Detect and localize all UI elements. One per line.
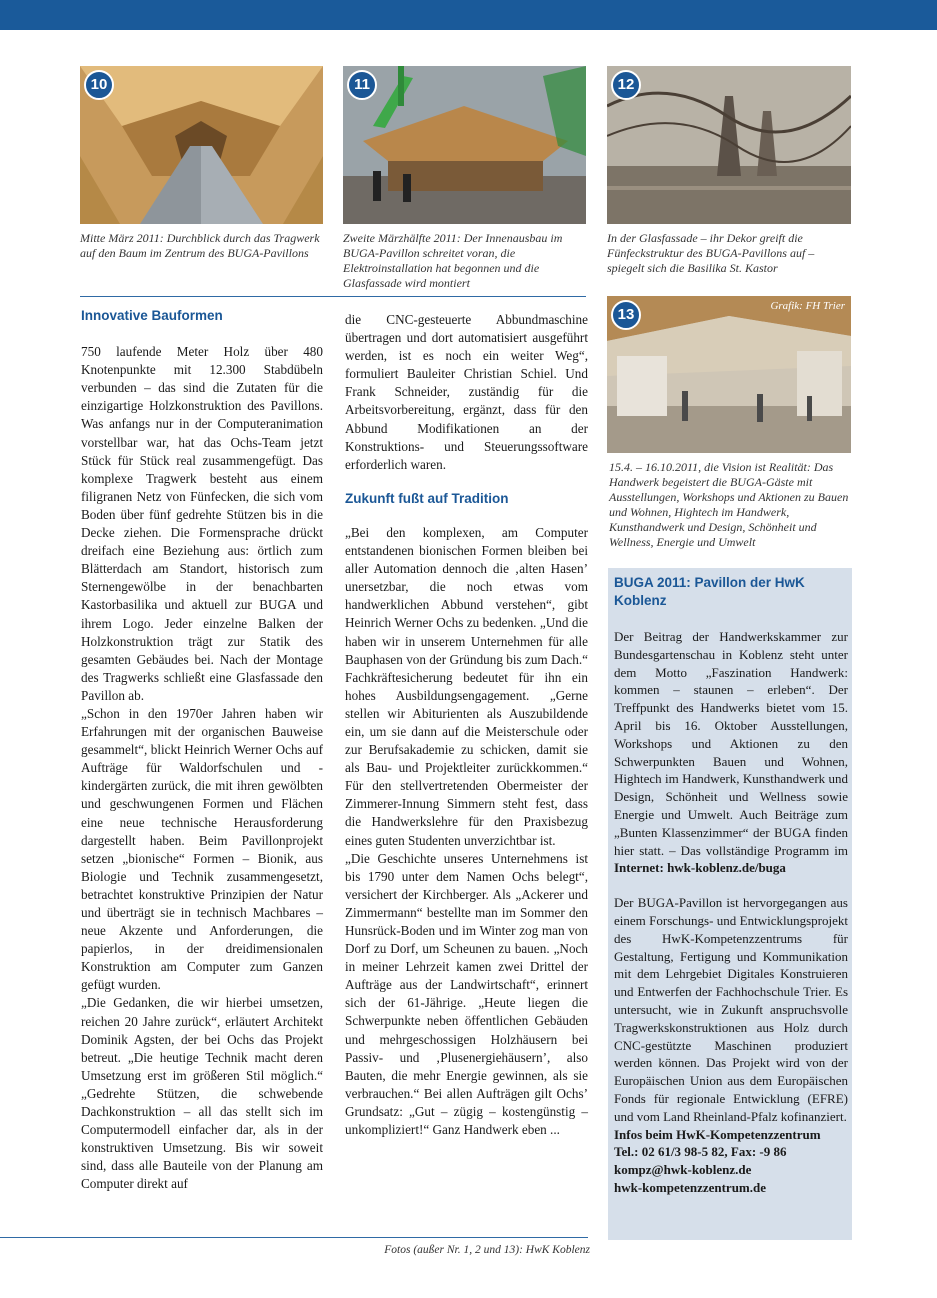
contact-email[interactable]: kompz@hwk-koblenz.de <box>614 1162 752 1178</box>
photo-12 <box>607 66 851 224</box>
footer-divider <box>0 1237 588 1238</box>
photo-11-caption: Zweite Märzhälfte 2011: Der Innenausbau im BUGA-Pavillon schreitet voran, die Elektroinstallation hat begonnen und die Glasfassade wird montiert <box>343 231 563 290</box>
contact-heading: Infos beim HwK-Kompetenzzentrum <box>614 1126 821 1142</box>
paragraph: „Schon in den 1970er Jahren haben wir Erfahrungen mit der organischen Bauweise gesammelt“, blickt Heinrich Werner Ochs auf Aufträge für Waldorfschulen und -kindergärten zurück, die mit ihren gewölbten und geschwungenen Formen und Flächen eine neue technische Herausforderung dargestellt haben. Beim Pavillonprojekt setzen „bionische“ Formen – Bionik, aus Biologie und Technik zusammengesetzt, betrachtet konstruktive Prinzipien der Natur und überträgt sie in technisch Machbares – neue Akzente und Anforderungen, die papierlos, in der dreidimensionalen Konstruktion am Computer zum Ganzen gefügt wurden. <box>81 705 323 993</box>
info-box-text <box>614 628 848 1197</box>
article-column-1 <box>81 307 323 1194</box>
top-color-bar <box>0 0 937 30</box>
photo-number-badge: 11 <box>347 70 377 100</box>
paragraph: „Bei den komplexen, am Computer entstandenen bionischen Formen bleiben bei aller Automation dennoch die ‚alten Hasen’ unersetzbar, die noch etwas vom handwerklichen Abbund verstehen“, gibt Heinrich Werner Ochs zu bedenken. „Und die haben wir in unserem Unternehmen für alle Bauphasen von der Gründung bis zum Dach.“ Fachkräftesicherung bedeutet für ihn ein hohes Ausbildungsengagement. „Gerne stellen wir Abiturienten als Auszubildende ein, um sie dann auf die Meisterschule oder zur Berufsakademie zu schicken, damit sie als Bau- und Projektleiter zurückkommen.“ Für den stellvertretenden Obermeister der Zimmerer-Innung Simmern steht fest, dass die Handwerkslehre für den Praxisbezug eines guten Studenten unverzichtbar ist. <box>345 524 588 848</box>
photo-12-caption: In der Glasfassade – ihr Dekor greift die Fünfeckstruktur des BUGA-Pavillons auf – spiegelt sich die Basilika St. Kastor <box>607 231 815 275</box>
photo-13-caption: 15.4. – 16.10.2011, die Vision ist Realität: Das Handwerk begeistert die BUGA-Gäste mit Ausstellungen, Workshops und Aktionen zu Bauen und Wohnen, Hightech im Handwerk, Kunsthandwerk und Design, Schönheit und Wellness, Energie und Umwelt <box>609 460 849 549</box>
contact-phone: Tel.: 02 61/3 98-5 82, Fax: -9 86 <box>614 1144 787 1160</box>
contact-website[interactable]: hwk-kompetenzzentrum.de <box>614 1179 767 1195</box>
paragraph: Der Beitrag der Handwerkskammer zur Bundesgartenschau in Koblenz steht unter dem Motto „Faszination Handwerk: kommen – staunen – erleben“. Der Treffpunkt des Handwerks bietet vom 15. April bis 16. Oktober Ausstellungen, Workshops und Aktionen zu den Schwerpunkten Bauen und Wohnen, Hightech im Handwerk, Kunsthandwerk und Design, Schönheit und Wellness sowie Energie und Umwelt. Auch Beiträge zum „Bunten Klassenzimmer“ der BUGA finden hier statt. – Das vollständige Programm im <box>614 629 848 858</box>
photo-10 <box>80 66 323 224</box>
section-divider <box>80 296 586 297</box>
photo-13 <box>607 296 851 453</box>
photo-number-badge: 13 <box>611 300 641 330</box>
photo-number-badge: 10 <box>84 70 114 100</box>
photo-credit: Fotos (außer Nr. 1, 2 und 13): HwK Koblenz <box>384 1244 590 1256</box>
info-box-title: BUGA 2011: Pavillon der HwK Koblenz <box>614 575 805 608</box>
photo-10-caption: Mitte März 2011: Durchblick durch das Tragwerk auf den Baum im Zentrum des BUGA-Pavillons <box>80 231 320 260</box>
paragraph: „Die Geschichte unseres Unternehmens ist bis 1790 unter dem Namen Ochs belegt“, versichert der Kirchberger. Als „Ackerer und Zimmermann“ bestellte man im Sommer den Hunsrück-Boden und im Winter zog man von Dorf zu Dorf, um Scheunen zu bauen. „Noch in meiner Lehrzeit kamen zwei Drittel der Aufträge aus der Landwirtschaft“, erinnert sich der 61-Jährige. „Heute liegen die Schwerpunkte neben öffentlichen Gebäuden und mehrgeschossigen Holzhäusern bei Passiv- und ‚Plusenergiehäusern’, also Bauten, die mehr Energie gewinnen, als sie verbrauchen.“ Bei allen Aufträgen gilt Ochs’ Grundsatz: „Gut – zügig – kostengünstig – unkompliziert!“ Ganz Handwerk eben ... <box>345 850 588 1138</box>
paragraph: „Die Gedanken, die wir hierbei umsetzen, reichen 20 Jahre zurück“, erläutert Architekt Dominik Agsten, der bei Ochs das Projekt betreut. „Die heutige Technik macht deren Umsetzung erst im größeren Stil möglich.“ „Gedrehte Stützen, die schwebende Dachkonstruktion – all das stellt sich im Computermodell einfacher dar, als in der konstruktiven Umsetzung. Bis wir soweit sind, dass alle Bauteile von der Planung am Computer direkt auf <box>81 995 323 1192</box>
graphic-credit: Grafik: FH Trier <box>770 300 845 312</box>
article-column-2 <box>345 311 588 1139</box>
paragraph: 750 laufende Meter Holz über 480 Knotenpunkte mit 12.300 Stabdübeln verbunden – das sind die Zutaten für die einzigartige Holzkonstruktion des Pavillons. Was anfangs nur in der Computeranimation vorstellbar war, hat das Ochs-Team jetzt Stück für Stück real zusammengefügt. Das komplexe Tragwerk besteht aus einem filigranen Netz von Fünfecken, die sich vom Boden über fünf gedrehte Stützen bis in die Decke ziehen. Die Formensprache drückt dreifach eine Beziehung aus: örtlich zum Blätterdach am Standort, historisch zum Sternengewölbe in der benachbarten Kastorbasilika und aktuell zur BUGA und ihrem Logo. Jeder einzelne Balken der Holzkonstruktion trägt zur Statik des gesamten Gebäudes bei. Nach der Montage des Tragwerks schließt eine Glasfassade den Pavillon ab. <box>81 344 323 703</box>
section-heading: Zukunft fußt auf Tradition <box>345 490 509 506</box>
section-heading: Innovative Bauformen <box>81 308 223 323</box>
photo-number-badge: 12 <box>611 70 641 100</box>
paragraph: die CNC-gesteuerte Abbundmaschine übertragen und dort automatisiert ausgeführt werden, ist es noch ein weiter Weg“, formuliert Bauleiter Christian Schiel. Und Frank Schneider, zuständig für die Arbeitsvorbereitung, ergänzt, dass für den Abbund Modifikationen an der Konstruktions- und Steuerungssoftware erforderlich waren. <box>345 312 588 472</box>
info-box <box>608 568 852 1240</box>
paragraph: Der BUGA-Pavillon ist hervorgegangen aus einem Forschungs- und Entwicklungsprojekt des HwK-Kompetenzzentrums für Gestaltung, Fertigung und Kommunikation mit dem Lehrgebiet Digitales Konstruieren und Entwerfen der Fachhochschule Trier. Es untersucht, wie in Zukunft anspruchsvolle Tragwerkskonstruktionen aus Holz durch CNC-gestützte Maschinen produziert werden können. Das Projekt wird von der Europäischen Union aus dem Europäischen Fonds für regionale Entwicklung (EFRE) und vom Land Rheinland-Pfalz kofinanziert. <box>614 895 848 1124</box>
internet-link[interactable]: Internet: hwk-koblenz.de/buga <box>614 860 786 876</box>
photo-11 <box>343 66 586 224</box>
